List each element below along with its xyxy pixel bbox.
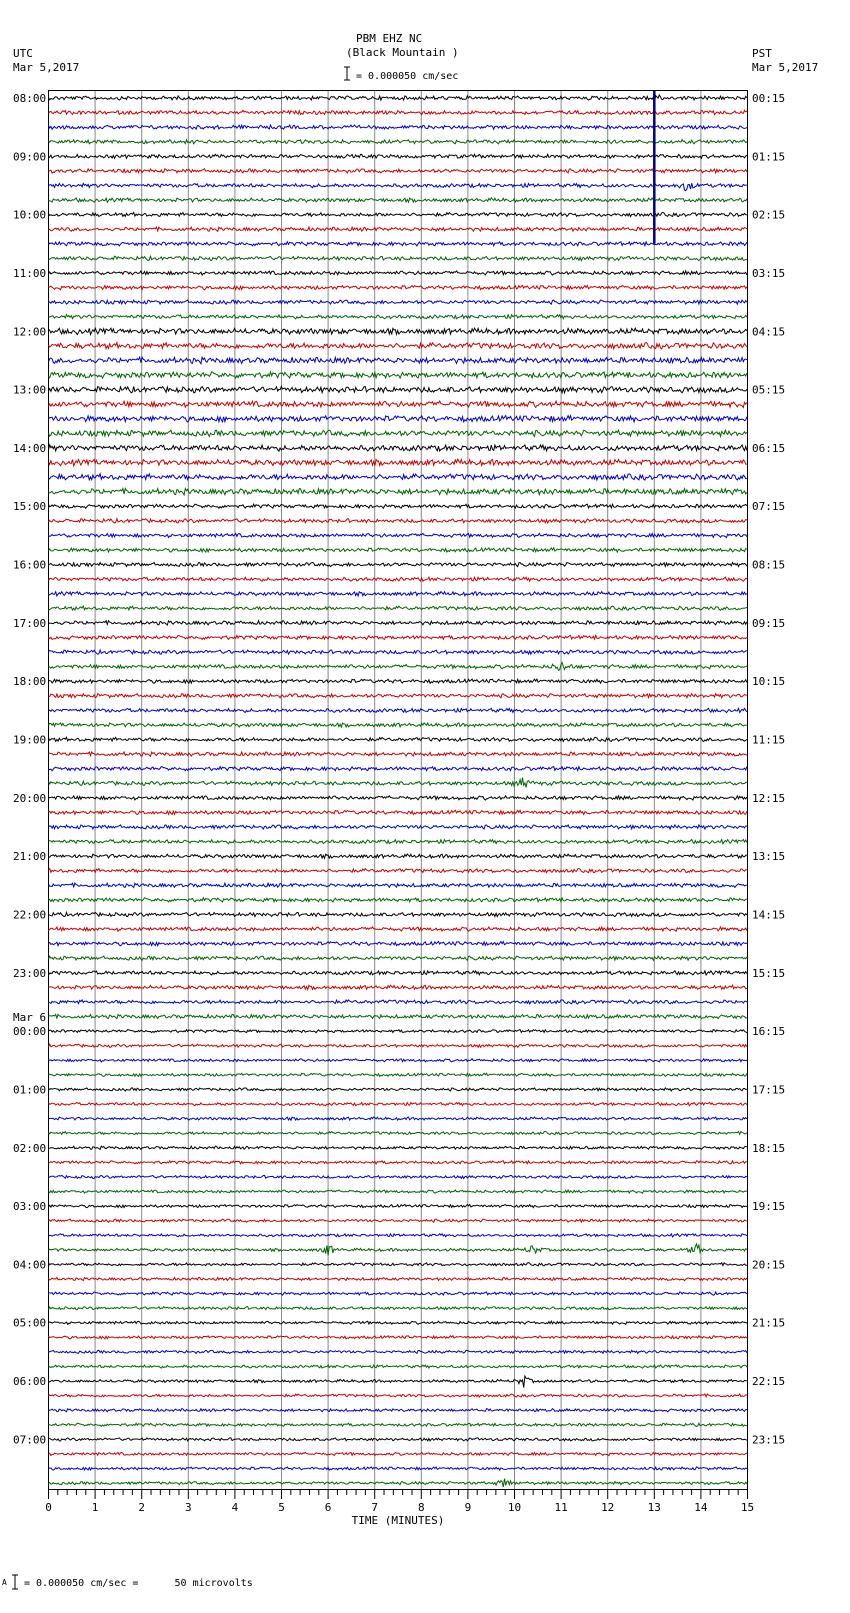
left-date: Mar 5,2017 [13,61,80,74]
seismic-trace [49,1103,747,1106]
seismic-trace [49,723,747,727]
utc-hour-label: 06:00 [13,1375,47,1389]
seismic-trace [49,357,747,364]
x-tick-label: 3 [184,1501,192,1514]
header-scale-text: = 0.000050 cm/sec [356,71,459,82]
seismic-trace [49,752,747,756]
utc-hour-label: 14:00 [13,441,47,455]
utc-hour-label: 22:00 [13,908,47,922]
utc-hour-label: 17:00 [13,616,47,630]
utc-hour-label: 00:00 [13,1025,47,1039]
x-tick-label: 6 [324,1501,332,1514]
x-tick-label: 5 [278,1501,285,1514]
seismic-trace [49,1219,747,1222]
pst-hour-label: 10:15 [752,675,786,689]
seismic-trace [49,898,747,902]
seismic-trace [49,635,747,639]
x-tick-label: 10 [507,1501,522,1514]
pst-hour-label: 03:15 [752,266,786,280]
right-date: Mar 5,2017 [752,61,819,74]
utc-hour-label: 01:00 [13,1083,47,1097]
utc-hour-label: 16:00 [13,558,47,572]
seismic-trace [49,1292,747,1295]
seismic-trace [49,271,747,275]
utc-hour-label: 07:00 [13,1433,47,1447]
seismic-trace [49,1467,747,1470]
seismic-trace [49,343,747,349]
pst-hour-label: 15:15 [752,966,786,980]
x-tick-label: 8 [417,1501,425,1514]
seismic-trace [49,1161,747,1164]
pst-hour-label: 01:15 [752,150,786,164]
seismic-trace [49,1376,747,1388]
seismic-trace [49,1307,747,1310]
seismic-trace [49,942,747,946]
seismic-trace [49,1044,747,1047]
pst-hour-label: 22:15 [752,1375,786,1389]
seismic-trace [49,1146,747,1149]
seismic-trace [49,372,747,378]
pst-hour-label: 17:15 [752,1083,786,1097]
seismic-trace [49,956,747,960]
pst-hour-label: 11:15 [752,733,786,747]
seismic-trace [49,416,747,422]
seismic-trace [49,577,747,581]
seismic-trace [49,474,747,480]
seismic-trace [49,1350,747,1353]
footer-prefix: A [2,1578,7,1587]
seismic-trace [49,1409,747,1412]
seismic-trace [49,212,747,216]
seismic-trace [49,1452,747,1455]
seismic-trace [49,663,747,671]
pst-hour-label: 00:15 [752,92,786,105]
seismic-trace [49,1014,747,1018]
seismic-trace [49,1438,747,1441]
seismic-trace [49,125,747,129]
pst-hour-label: 12:15 [752,791,786,805]
seismic-trace [49,183,747,191]
seismic-trace [49,285,747,289]
seismic-trace [49,592,747,596]
pst-hour-label: 13:15 [752,850,786,864]
seismic-trace [49,401,747,407]
seismic-trace [49,242,747,246]
utc-hour-label: 21:00 [13,850,47,864]
x-tick-label: 15 [740,1501,755,1514]
seismic-trace [49,1073,747,1076]
x-tick-label: 1 [91,1501,99,1514]
seismic-trace [49,1321,747,1324]
utc-hour-label: 08:00 [13,92,47,105]
pst-hour-label: 19:15 [752,1200,786,1214]
seismic-trace [49,300,747,304]
station-location: (Black Mountain ) [346,46,459,59]
utc-hour-label: 03:00 [13,1200,47,1214]
seismic-trace [49,708,747,712]
seismic-trace [49,1175,747,1178]
day-change-label: Mar 6 [13,1011,47,1025]
pst-hour-label: 20:15 [752,1258,786,1272]
utc-hour-label: 20:00 [13,791,47,805]
x-tick-label: 2 [138,1501,146,1514]
seismic-trace [49,912,747,916]
seismic-trace [49,854,747,858]
seismic-trace [49,1234,747,1237]
seismic-trace [49,694,747,698]
seismic-trace [49,679,747,683]
seismic-trace [49,1365,747,1368]
seismic-trace [49,1394,747,1397]
pst-hour-label: 08:15 [752,558,786,572]
seismic-trace [49,1423,747,1426]
station-title: PBM EHZ NC [356,32,423,45]
seismic-trace [49,548,747,552]
utc-hour-label: 11:00 [13,266,47,280]
seismic-trace [49,883,747,887]
seismic-trace [49,1190,747,1193]
seismic-trace [49,533,747,537]
seismic-trace [49,1117,747,1120]
x-axis-label: TIME (MINUTES) [351,1514,445,1527]
seismic-trace [49,840,747,844]
pst-hour-label: 07:15 [752,500,786,514]
seismic-trace [49,154,747,158]
seismic-trace [49,95,747,102]
seismic-trace [49,227,747,231]
seismic-trace [49,459,747,466]
seismic-trace [49,869,747,873]
seismic-trace [49,256,747,260]
x-tick-label: 11 [554,1501,568,1514]
seismic-trace [49,504,747,508]
pst-hour-label: 06:15 [752,441,786,455]
seismic-trace [49,606,747,610]
utc-hour-label: 19:00 [13,733,47,747]
seismic-trace [49,927,747,931]
utc-hour-label: 18:00 [13,675,47,689]
seismic-trace [49,1277,747,1280]
seismic-trace [49,430,747,436]
seismic-trace [49,1088,747,1091]
seismic-trace [49,445,747,451]
utc-hour-label: 05:00 [13,1316,47,1330]
utc-hour-label: 04:00 [13,1258,47,1272]
utc-hour-label: 10:00 [13,208,47,222]
seismic-trace [49,650,747,654]
seismic-trace [49,737,747,741]
pst-hour-label: 21:15 [752,1316,786,1330]
x-tick-label: 4 [231,1501,239,1514]
utc-hour-label: 02:00 [13,1141,47,1155]
seismic-trace [49,1059,747,1062]
x-tick-label: 13 [647,1501,661,1514]
seismic-trace [49,198,747,202]
x-tick-label: 14 [694,1501,708,1514]
seismic-trace [49,1479,747,1487]
pst-hour-label: 04:15 [752,325,786,339]
seismic-trace [49,810,747,814]
seismic-trace [49,1000,747,1004]
x-tick-label: 9 [464,1501,472,1514]
seismic-trace [49,1336,747,1339]
pst-hour-label: 23:15 [752,1433,786,1447]
pst-hour-label: 05:15 [752,383,786,397]
pst-hour-label: 14:15 [752,908,786,922]
seismic-trace [49,621,747,625]
footer-scale-text: = 0.000050 cm/sec = 50 microvolts [24,1578,253,1589]
seismic-trace [49,315,747,319]
seismic-trace [49,110,747,114]
seismic-trace [49,140,747,144]
seismic-trace [49,1244,747,1255]
utc-hour-label: 09:00 [13,150,47,164]
seismic-trace [49,1030,747,1033]
seismic-trace [49,825,747,829]
seismic-trace [49,971,747,975]
seismic-trace [49,985,747,989]
pst-hour-label: 16:15 [752,1025,786,1039]
seismic-trace [49,387,747,393]
right-timezone: PST [752,47,772,60]
x-tick-label: 0 [45,1501,52,1514]
pst-hour-label: 09:15 [752,616,786,630]
pst-hour-label: 02:15 [752,208,786,222]
x-tick-label: 7 [371,1501,379,1514]
seismic-trace [49,488,747,495]
seismic-trace [49,519,747,523]
seismic-trace [49,1132,747,1135]
x-tick-label: 12 [601,1501,615,1514]
utc-hour-label: 15:00 [13,500,47,514]
left-timezone: UTC [13,47,33,60]
seismic-trace [49,1205,747,1208]
utc-hour-label: 13:00 [13,383,47,397]
seismic-trace [49,169,747,173]
seismic-trace [49,767,747,771]
seismic-trace [49,796,747,800]
seismic-trace [49,1263,747,1266]
utc-hour-label: 12:00 [13,325,47,339]
pst-hour-label: 18:15 [752,1141,786,1155]
seismic-trace [49,328,747,335]
seismic-trace [49,778,747,788]
utc-hour-label: 23:00 [13,966,47,980]
seismic-trace [49,563,747,567]
